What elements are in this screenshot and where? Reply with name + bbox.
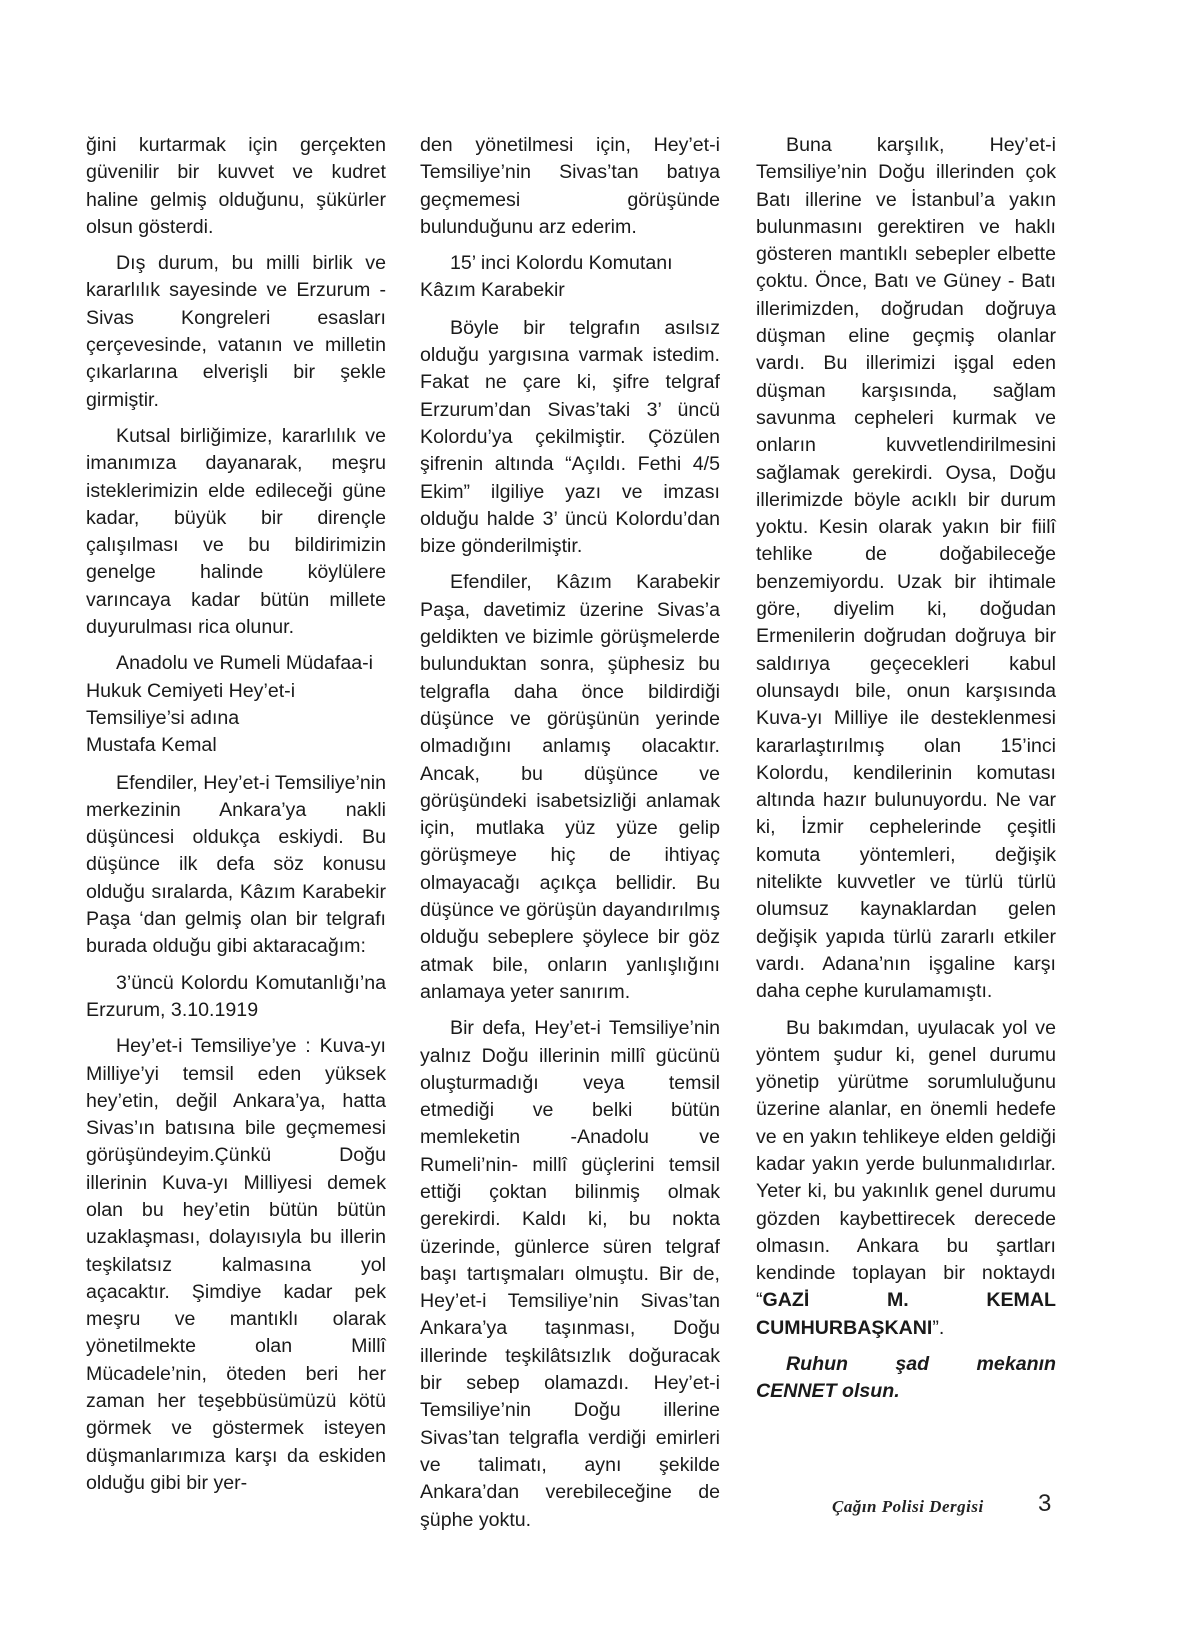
- signature-line: 15’ inci Kolordu Komutanı: [450, 252, 673, 275]
- paragraph: Efendiler, Kâzım Karabekir Paşa, davetimiz üzerine Sivas’a geldikten ve bizimle görüşmelerde bulunduktan sonra, şüphesiz bu telgrafla daha önce bildirdiği düşünce ve görüşünün yerinde olmadığını anlamış olacaktır. Ancak, bu düşünce ve görüşündeki isabetsizliği anlamak için, mutlaka yüz yüze gelip görüşmeye hiç de ihtiyaç olmayacağı açıkça bellidir. Bu düşünce ve görüşün dayandırılmış olduğu sebeplere şöylece bir göz atmak bile, onların yanlışlığını anlamaya yeter sanırım.: [420, 571, 720, 1003]
- paragraph: Kutsal birliğimize, kararlılık ve imanımıza dayanarak, meşru isteklerimizin elde edileceği güne kadar, büyük bir dirençle çalışılması ve bu bildirimizin genelge halinde köylülere varıncaya kadar bütün millete duyurulması rica olunur.: [86, 424, 386, 639]
- paragraph-text-end: ”.: [932, 1316, 945, 1339]
- signature-line: Mustafa Kemal: [86, 734, 217, 757]
- paragraph: Buna karşılık, Hey’et-i Temsiliye’nin Doğu illerinden çok Batı illerine ve İstanbul’a yakın bulunmasını gerektiren ve haklı gösteren mantıklı sebepler elbette çoktu. Önce, Batı ve Güney - Batı illerimizden, doğrudan doğruya düşman eline geçmiş olanlar vardı. Bu illerimizi işgal eden düşman karşısında, sağlam savunma cepheleri kurmak ve onların kuvvetlendirilmesini sağlamak gerekirdi. Oysa, Doğu illerimizde böyle acıklı bir durum yoktu. Kesin olarak yakın bir fiilî tehlike de doğabileceğe benzemiyordu. Uzak bir ihtimale göre, diyelim ki, doğudan Ermenilerin doğrudan doğruya bir saldırıya geçecekleri kabul olunsaydı bile, onun karşısında Kuva-yı Milliye ile desteklenmesi kararlaştırılmış olan 15’inci Kolordu, kendilerinin komutası altında hazır bulunuyordu. Ne var ki, İzmir cephelerinde çeşitli komuta yöntemleri, değişik nitelikte kuvvetler ve türlü türlü olumsuz kaynaklardan gelen değişik yapıda türlü zararlı etkiler vardı. Adana’nın işgaline karşı daha cephe kurulamamıştı.: [756, 134, 1056, 1003]
- text-column-1: [86, 132, 386, 1497]
- paragraph: Bir defa, Hey’et-i Temsiliye’nin yalnız Doğu illerinin millî gücünü oluşturmadığı veya temsil etmediği ve belki bütün memleketin -Anadolu ve Rumeli’nin- millî güçlerini temsil ettiği çoktan bilinmiş olmak gerekirdi. Kaldı ki, bu nokta üzerinde, günlerce süren telgraf başı tartışmaları olmuştu. Bir de, Hey’et-i Temsiliye’nin Sivas’tan Ankara’ya taşınması, Doğu illerinde teşkilâtsızlık doğuracak bir sebep olamazdı. Hey’et-i Temsiliye’nin Doğu illerine Sivas’tan telgrafla verdiği emirleri ve talimatı, aynı şekilde Ankara’dan verebileceğine de şüphe yoktu.: [420, 1017, 720, 1531]
- signature-block: [420, 250, 720, 305]
- paragraph: den yönetilmesi için, Hey’et-i Temsiliye’nin Sivas’tan batıya geçmemesi görüşünde bulunduğunu arz ederim.: [420, 134, 720, 238]
- signature-line: Kâzım Karabekir: [420, 279, 565, 302]
- page-number: 3: [1038, 1490, 1052, 1517]
- blessing-line: CENNET olsun.: [756, 1380, 900, 1403]
- text-column-2: [420, 132, 720, 1534]
- blessing-line: Ruhun şad mekanın: [786, 1353, 1056, 1376]
- paragraph: Böyle bir telgrafın asılsız olduğu yargısına varmak istedim. Fakat ne çare ki, şifre telgraf Erzurum’dan Sivas’taki 3’ üncü Kolordu’ya çekilmiştir. Çözülen şifrenin altında “Açıldı. Fethi 4/5 Ekim” ilgiliye yazı ve imzası olduğu halde 3’ üncü Kolordu’dan bize gönderilmiştir.: [420, 316, 720, 558]
- paragraph: ğini kurtarmak için gerçekten güvenilir bir kuvvet ve kudret haline gelmiş olduğunu, şükürler olsun gösterdi.: [86, 134, 386, 238]
- text-column-3: [756, 132, 1056, 1406]
- paragraph: 3’üncü Kolordu Komutanlığı’na Erzurum, 3.10.1919: [86, 971, 386, 1021]
- paragraph: Dış durum, bu milli birlik ve kararlılık sayesinde ve Erzurum - Sivas Kongreleri esasları çerçevesinde, vatanın ve milletin çıkarlarına elverişli bir şekle girmiştir.: [86, 252, 386, 411]
- paragraph: Hey’et-i Temsiliye’ye : Kuva-yı Milliye’yi temsil eden yüksek hey’etin, değil Ankara’ya, hatta Sivas’ın batısına bile geçmemesi görüşündeyim.Çünkü Doğu illerinin Kuva-yı Milliyesi demek olan bu hey’etin bütün bütün uzaklaşması, dolayısıyla bu illerin teşkilatsız kalmasına yol açacaktır. Şimdiye kadar pek meşru ve mantıklı olarak yönetilmekte olan Millî Mücadele’nin, öteden beri her zaman her teşebbüsümüzü kötü görmek ve göstermek isteyen düşmanlarımıza karşı da eskiden olduğu gibi bir yer-: [86, 1035, 386, 1494]
- paragraph-text: Bu bakımdan, uyulacak yol ve yöntem şudur ki, genel durumu yönetip yürütme sorumluluğunu üzerine alanlar, en önemli hedefe ve en yakın tehlikeye elden geldiği kadar yakın yerde bulunmalıdırlar. Yeter ki, bu yakınlık genel durumu gözden kaybettirecek derecede olmasın. Ankara bu şartları kendinde toplayan bir noktaydı “: [756, 1016, 1056, 1312]
- signature-line: Anadolu ve Rumeli Müdafaa-i: [116, 652, 374, 675]
- signature-line: Hukuk Cemiyeti Hey’et-i: [86, 679, 296, 702]
- magazine-title: Çağın Polisi Dergisi: [832, 1497, 984, 1516]
- signature-line: Temsiliye’si adına: [86, 706, 240, 729]
- paragraph: Efendiler, Hey’et-i Temsiliye’nin merkezinin Ankara’ya nakli düşüncesi oldukça eskiydi. Bu düşünce ilk defa söz konusu olduğu sıralarda, Kâzım Karabekir Paşa ‘dan gelmiş olan bir telgrafı burada olduğu gibi aktaracağım:: [86, 771, 386, 958]
- closing-blessing: [756, 1351, 1056, 1406]
- signature-block: [86, 650, 386, 759]
- bold-signature-text: GAZİ M. KEMAL CUMHURBAŞKANI: [756, 1289, 1056, 1339]
- paragraph: [756, 1015, 1056, 1343]
